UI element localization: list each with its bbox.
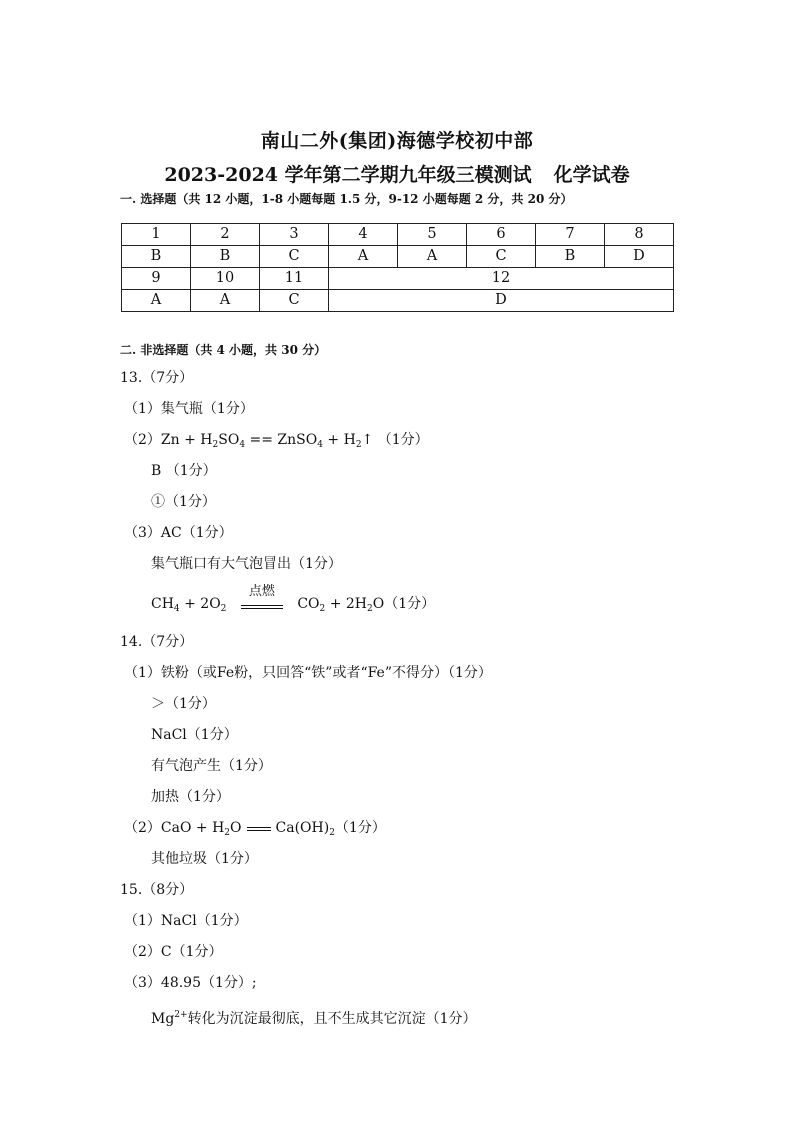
table-row bbox=[122, 290, 674, 312]
superscript: 2+ bbox=[174, 1010, 188, 1020]
table-cell: B bbox=[122, 246, 191, 268]
q13-part3: （3）AC（1分） bbox=[124, 525, 233, 541]
q14-part2-equation bbox=[124, 818, 386, 843]
exam-term: 2023-2024 学年第二学期九年级三模测试 bbox=[164, 164, 532, 186]
text-span: == ZnSO bbox=[245, 432, 318, 448]
q14-title: 14.（7分） bbox=[120, 634, 194, 650]
subscript: 4 bbox=[239, 440, 246, 450]
table-cell: A bbox=[122, 290, 191, 312]
text-span: + H bbox=[322, 432, 356, 448]
text-span: （2）CaO + H bbox=[124, 820, 225, 836]
text-span: Ca(OH) bbox=[275, 820, 330, 836]
table-cell: B bbox=[536, 246, 605, 268]
subscript: 2 bbox=[212, 440, 219, 450]
table-cell: 10 bbox=[191, 268, 260, 290]
subscript: 4 bbox=[173, 604, 180, 614]
exam-subject: 化学试卷 bbox=[553, 164, 630, 186]
text-span: （2）Zn + H bbox=[124, 432, 213, 448]
table-cell: 5 bbox=[398, 224, 467, 246]
table-cell: 12 bbox=[329, 268, 674, 290]
q13-part1: （1）集气瓶（1分） bbox=[124, 401, 254, 417]
q14-part1-e: 加热（1分） bbox=[151, 789, 230, 805]
reaction-condition: 点燃 bbox=[248, 584, 275, 599]
text-span: + 2O bbox=[179, 596, 221, 612]
table-cell: 2 bbox=[191, 224, 260, 246]
table-row bbox=[122, 224, 674, 246]
table-row bbox=[122, 246, 674, 268]
table-cell: 1 bbox=[122, 224, 191, 246]
q13-part3-equation bbox=[151, 584, 436, 619]
q14-part2-b: 其他垃圾（1分） bbox=[151, 851, 258, 867]
subscript: 2 bbox=[319, 604, 326, 614]
section2-heading: 二. 非选择题（共 4 小题，共 30 分） bbox=[120, 343, 327, 357]
q14-part1-d: 有气泡产生（1分） bbox=[151, 758, 272, 774]
text-span: 转化为沉淀最彻底，且不生成其它沉淀（1分） bbox=[187, 1011, 477, 1027]
table-cell: A bbox=[329, 246, 398, 268]
q13-part2-equation bbox=[124, 430, 429, 455]
subscript: 2 bbox=[220, 604, 227, 614]
reaction-arrow bbox=[237, 584, 287, 614]
subscript: 2 bbox=[367, 604, 373, 614]
page-title: 南山二外(集团)海德学校初中部 bbox=[260, 130, 534, 152]
text-span: O（1分） bbox=[372, 596, 436, 612]
q13-part2-b: B （1分） bbox=[151, 463, 217, 479]
q15-part3-b bbox=[151, 1005, 476, 1029]
table-cell: B bbox=[191, 246, 260, 268]
text-span: ↑ （1分） bbox=[361, 432, 429, 448]
q15-part3: （3）48.95（1分）; bbox=[124, 975, 257, 991]
text-span: SO bbox=[218, 432, 240, 448]
section1-heading: 一. 选择题（共 12 小题，1-8 小题每题 1.5 分，9-12 小题每题 2 分，共 20 分） bbox=[120, 192, 573, 206]
text-span: Mg bbox=[151, 1011, 175, 1027]
table-row bbox=[122, 268, 674, 290]
q14-part1: （1）铁粉（或Fe粉，只回答“铁”或者“Fe”不得分）（1分） bbox=[124, 665, 492, 681]
table-cell: 8 bbox=[605, 224, 674, 246]
answer-table bbox=[121, 223, 674, 312]
text-span: O bbox=[230, 820, 242, 836]
q14-part1-b: ＞（1分） bbox=[151, 696, 216, 712]
equals-sign bbox=[245, 818, 273, 838]
q13-part2-c: ①（1分） bbox=[151, 494, 216, 510]
subscript: 2 bbox=[355, 440, 362, 450]
table-cell: 7 bbox=[536, 224, 605, 246]
subscript: 2 bbox=[329, 828, 335, 838]
table-cell: 11 bbox=[260, 268, 329, 290]
q15-title: 15.（8分） bbox=[120, 882, 194, 898]
subscript: 2 bbox=[224, 828, 231, 838]
table-cell: A bbox=[398, 246, 467, 268]
text-span: CO bbox=[297, 596, 320, 612]
table-cell: D bbox=[605, 246, 674, 268]
q15-part1: （1）NaCl（1分） bbox=[124, 913, 248, 929]
subscript: 4 bbox=[317, 440, 323, 450]
table-cell: 4 bbox=[329, 224, 398, 246]
table-cell: A bbox=[191, 290, 260, 312]
text-span: （1分） bbox=[334, 820, 386, 836]
q15-part2: （2）C（1分） bbox=[124, 944, 223, 960]
q13-title: 13.（7分） bbox=[120, 370, 194, 386]
text-span: + 2H bbox=[325, 596, 367, 612]
table-cell: 3 bbox=[260, 224, 329, 246]
table-cell: C bbox=[467, 246, 536, 268]
table-cell: 9 bbox=[122, 268, 191, 290]
page-subtitle bbox=[0, 160, 794, 187]
q14-part1-c: NaCl（1分） bbox=[151, 727, 238, 743]
q13-part3-b: 集气瓶口有大气泡冒出（1分） bbox=[151, 556, 342, 572]
table-cell: 6 bbox=[467, 224, 536, 246]
table-cell: D bbox=[329, 290, 674, 312]
table-cell: C bbox=[260, 290, 329, 312]
table-cell: C bbox=[260, 246, 329, 268]
text-span: CH bbox=[151, 596, 174, 612]
